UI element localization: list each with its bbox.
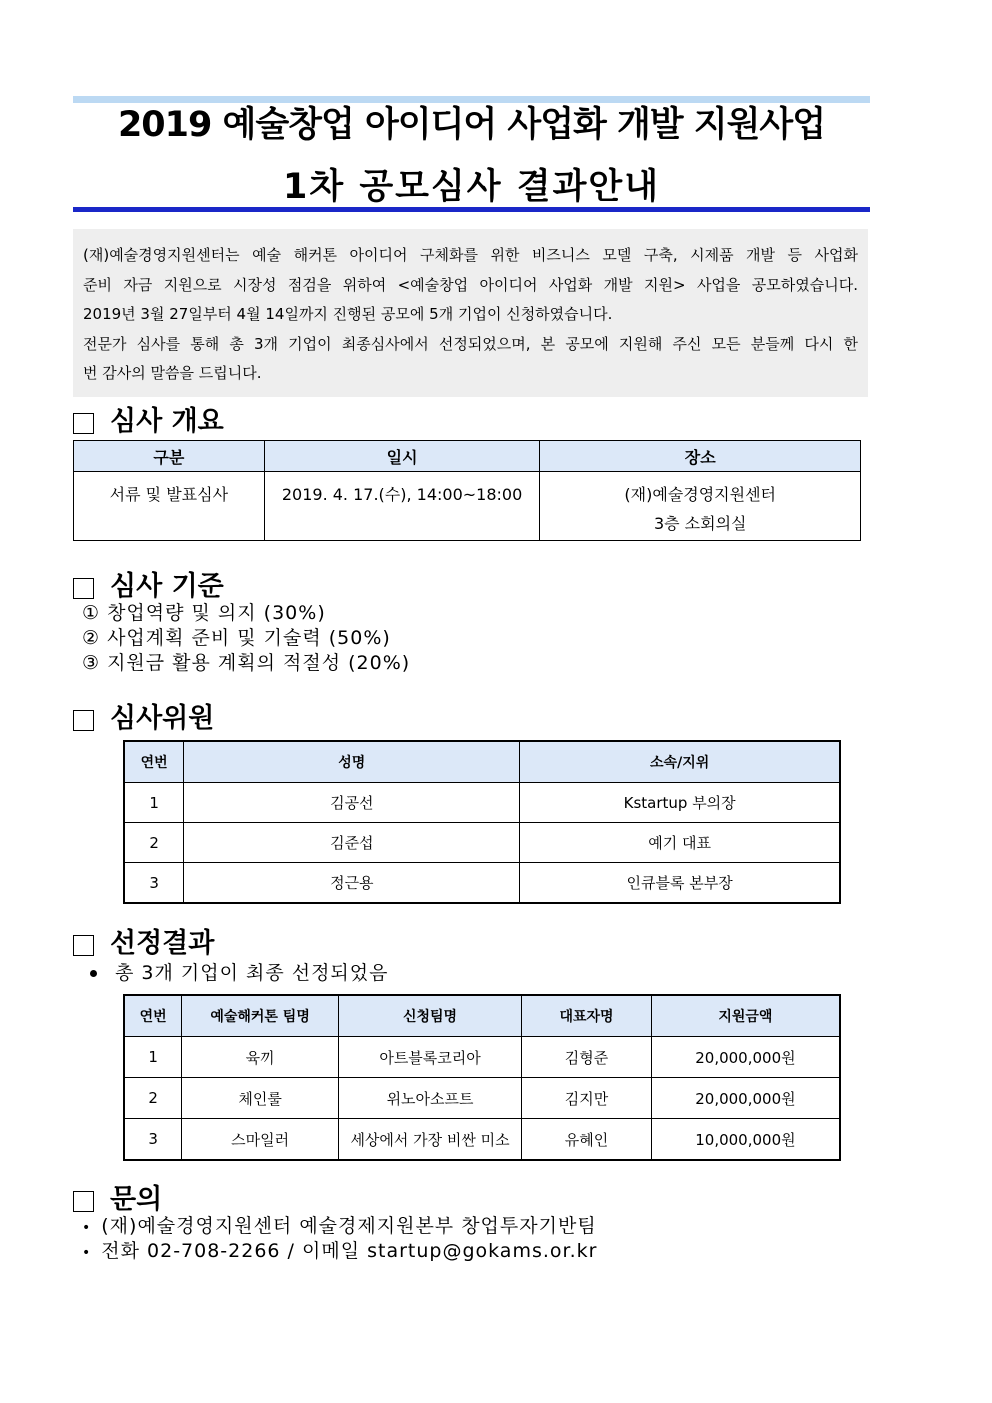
table-header: 연번	[124, 995, 182, 1037]
table-row	[124, 823, 840, 863]
table-cell: Kstartup 부의장	[520, 783, 840, 823]
results-summary	[90, 961, 389, 986]
table-header: 지원금액	[651, 995, 840, 1037]
intro-line: (재)예술경영지원센터는 예술 해커톤 아이디어 구체화를 위한 비즈니스 모델 구축, 시제품 개발 등 사업화	[83, 246, 858, 264]
table-row	[124, 783, 840, 823]
table-cell: 김준섭	[184, 823, 520, 863]
criteria-item: ② 사업계획 준비 및 기술력 (50%)	[82, 627, 391, 649]
section-heading-inquiry	[73, 1183, 162, 1217]
page-subtitle: 1차 공모심사 결과안내	[282, 167, 660, 207]
table-cell: 스마일러	[182, 1119, 339, 1161]
table-header: 대표자명	[522, 995, 652, 1037]
table-row	[124, 1037, 840, 1078]
criteria-item: ① 창업역량 및 의지 (30%)	[82, 602, 326, 624]
table-cell: 2	[124, 823, 184, 863]
table-header: 신청팀명	[338, 995, 521, 1037]
checkbox-square-icon	[73, 710, 94, 731]
table-cell: 김형준	[522, 1037, 652, 1078]
section-heading-committee	[73, 702, 214, 736]
checkbox-square-icon	[73, 1191, 94, 1212]
table-cell: 인큐블록 본부장	[520, 863, 840, 904]
inquiry-item	[82, 1214, 597, 1241]
table-cell: 20,000,000원	[651, 1078, 840, 1119]
table-cell: 유혜인	[522, 1119, 652, 1161]
table-cell	[264, 472, 540, 541]
section-heading-text: 심사 개요	[110, 406, 224, 437]
table-header: 연번	[124, 741, 184, 783]
intro-line: 전문가 심사를 통해 총 3개 기업이 최종심사에서 선정되었으며, 본 공모에 지원해 주신 모든 분들께 다시 한	[83, 334, 858, 353]
results-summary-text: 총 3개 기업이 최종 선정되었음	[115, 962, 389, 984]
table-header: 성명	[184, 741, 520, 783]
table-cell	[540, 472, 861, 541]
table-cell: 1	[124, 783, 184, 823]
table-cell: 세상에서 가장 비싼 미소	[338, 1119, 521, 1161]
section-heading-overview	[73, 405, 224, 439]
table-cell: 예기 대표	[520, 823, 840, 863]
table-row	[124, 863, 840, 904]
intro-box	[73, 229, 868, 397]
section-heading-criteria	[73, 570, 224, 604]
title-top-bar	[73, 96, 870, 103]
table-cell: 2	[124, 1078, 182, 1119]
overview-type: 서류 및 발표심사	[109, 485, 229, 504]
checkbox-square-icon	[73, 413, 94, 434]
overview-datetime: 2019. 4. 17.(수), 14:00~18:00	[281, 485, 523, 504]
overview-table	[73, 440, 861, 541]
inquiry-item	[82, 1239, 597, 1266]
overview-place: (재)예술경영지원센터	[624, 485, 777, 504]
table-header: 일시	[264, 441, 540, 472]
table-cell: 10,000,000원	[651, 1119, 840, 1161]
overview-place-room: 3층 소회의실	[653, 514, 747, 533]
bullet-icon: •	[82, 1245, 92, 1261]
bullet-icon: •	[82, 1220, 92, 1236]
results-table	[123, 994, 841, 1161]
committee-table	[123, 740, 841, 904]
table-cell: 김공선	[184, 783, 520, 823]
section-heading-text: 심사 기준	[110, 571, 224, 602]
table-cell: 김지만	[522, 1078, 652, 1119]
table-cell: 육끼	[182, 1037, 339, 1078]
table-cell: 3	[124, 1119, 182, 1161]
criteria-item: ③ 지원금 활용 계획의 적절성 (20%)	[82, 652, 411, 674]
inquiry-contact: 전화 02-708-2266 / 이메일 startup@gokams.or.kr	[101, 1240, 598, 1262]
intro-line: 번 감사의 말씀을 드립니다.	[83, 364, 262, 382]
table-header: 구분	[74, 441, 265, 472]
page-title: 2019 예술창업 아이디어 사업화 개발 지원사업	[117, 105, 826, 145]
table-header: 소속/지위	[520, 741, 840, 783]
table-header: 장소	[540, 441, 861, 472]
table-cell: 위노아소프트	[338, 1078, 521, 1119]
inquiry-org: (재)예술경영지원센터 예술경제지원본부 창업투자기반팀	[101, 1215, 597, 1237]
section-heading-text: 심사위원	[110, 703, 215, 734]
table-cell: 체인룰	[182, 1078, 339, 1119]
table-cell: 아트블록코리아	[338, 1037, 521, 1078]
table-cell: 3	[124, 863, 184, 904]
table-cell	[74, 472, 265, 541]
section-heading-results	[73, 927, 214, 961]
title-bottom-bar	[73, 207, 870, 212]
checkbox-square-icon	[73, 578, 94, 599]
table-header: 예술해커톤 팀명	[182, 995, 339, 1037]
table-cell: 20,000,000원	[651, 1037, 840, 1078]
table-cell: 정근용	[184, 863, 520, 904]
intro-line: 2019년 3월 27일부터 4월 14일까지 진행된 공모에 5개 기업이 신청하였습니다.	[83, 305, 613, 323]
section-heading-text: 문의	[110, 1184, 163, 1215]
table-row	[124, 1078, 840, 1119]
table-row	[124, 1119, 840, 1161]
bullet-dot-icon	[90, 970, 97, 977]
intro-line: 준비 자금 지원으로 시장성 점검을 위하여 <예술창업 아이디어 사업화 개발 지원> 사업을 공모하였습니다.	[83, 275, 858, 294]
section-heading-text: 선정결과	[110, 928, 215, 959]
checkbox-square-icon	[73, 935, 94, 956]
table-cell: 1	[124, 1037, 182, 1078]
